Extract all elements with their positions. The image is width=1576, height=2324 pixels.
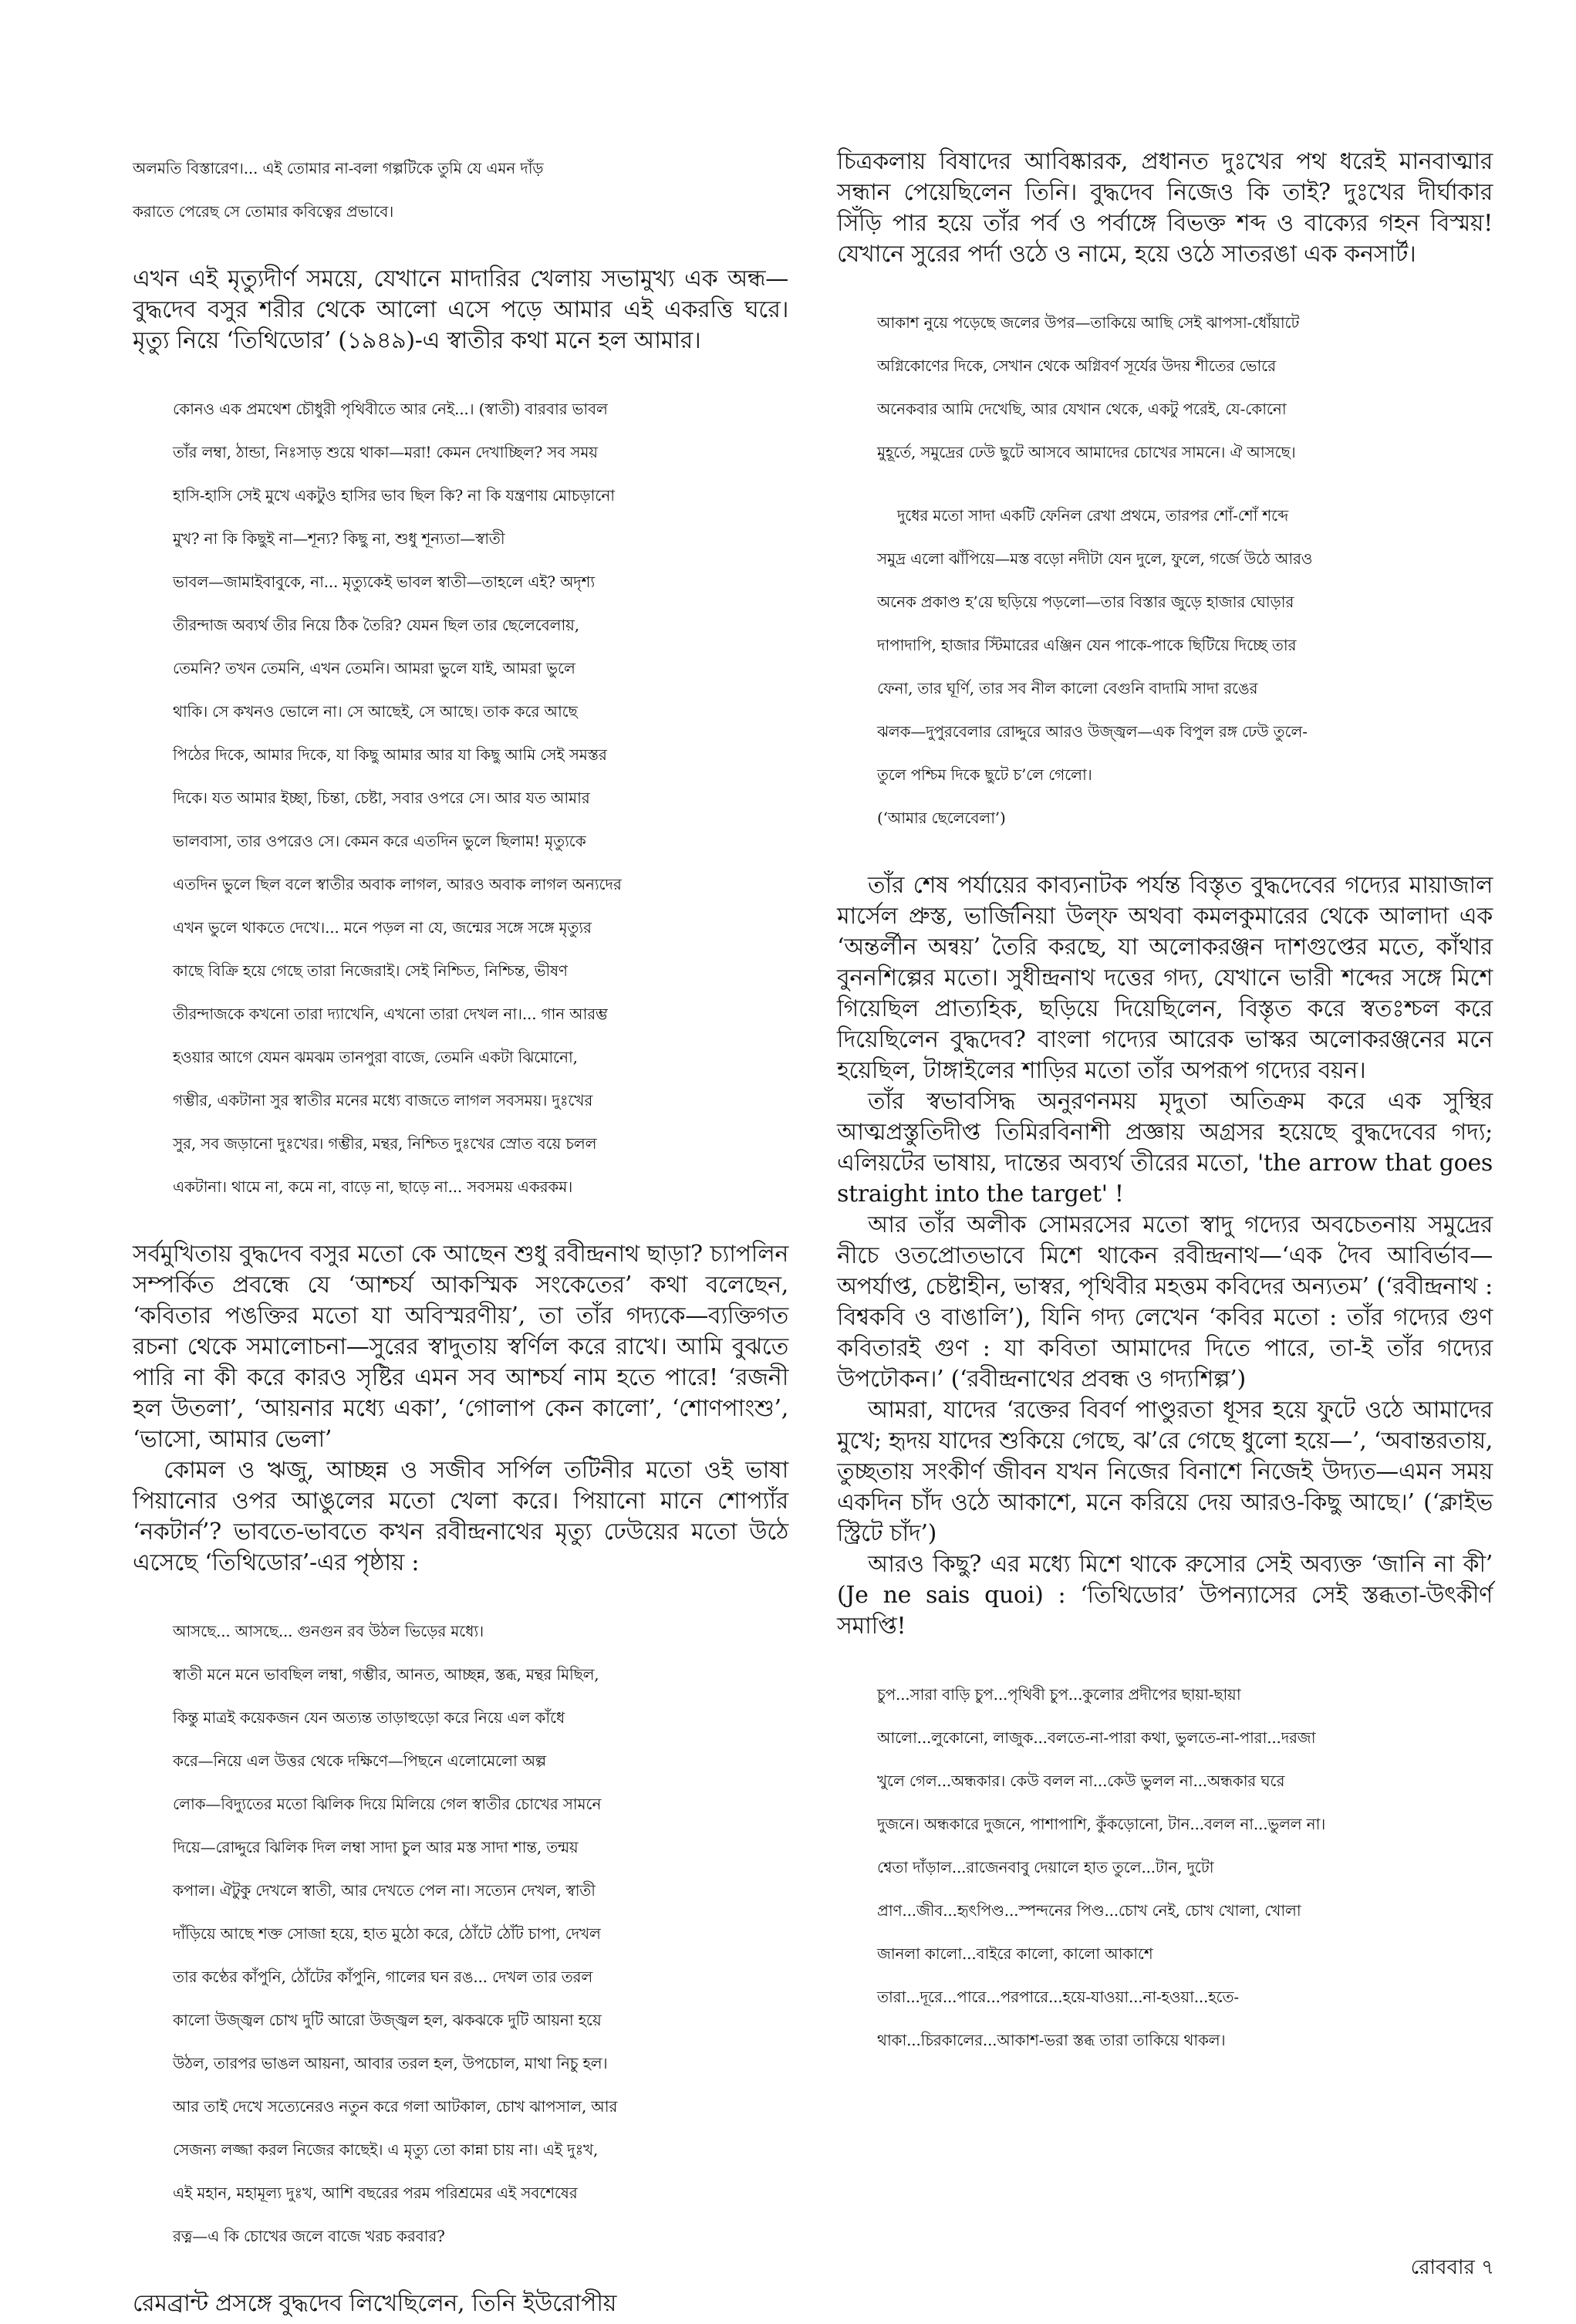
paragraph-text: কোমল ও ঋজু, আচ্ছন্ন ও সজীব সর্পিল তটিনীর মতো ওই ভাষা পিয়ানোর ওপর আঙুলের মতো খেলা করে। পিয়ানো মানে শোপ্যাঁর ‘নকটার্ন’? ভাবতে-ভাবতে কখন রবীন্দ্রনাথের মৃত্যু ঢেউয়ের মতো উঠে এসেছে ‘তিথিডোর’-এর পৃষ্ঠায় : — [133, 1457, 788, 1576]
quote-line: লোক—বিদ্যুতের মতো ঝিলিক দিয়ে মিলিয়ে গেল স্বাতীর চোখের সামনে — [173, 1795, 602, 1813]
quote-line: সেজন্য লজ্জা করল নিজের কাছেই। এ মৃত্যু তো কান্না চায় না। এই দুঃখ, — [173, 2140, 599, 2159]
paragraph-text: তাঁর শেষ পর্যায়ের কাব্যনাটক পর্যন্ত বিস্তৃত বুদ্ধদেবের গদ্যের মায়াজাল মার্সেল প্রুস্ত, ভার্জিনিয়া উল্‌ফ অথবা কমলকুমারের থেকে আলাদা এক ‘অন্তর্লীন অন্বয়’ তৈরি করছে, যা অলোকরঞ্জন দাশগুপ্তের মতে, কাঁথার বুননশিল্পের মতো। সুধীন্দ্রনাথ দত্তের গদ্য, যেখানে ভারী শব্দের সঙ্গে মিশে গিয়েছিল প্রাত্যহিক, ছড়িয়ে দিয়েছিলেন, বিস্তৃত করে স্বতঃশ্চল করে দিয়েছিলেন বুদ্ধদেব? বাংলা গদ্যের আরেক ভাস্কর অলোকরঞ্জনের মনে হয়েছিল, টাঙ্গাইলের শাড়ির মতো তাঁর অপরূপ গদ্যের বয়ন। — [837, 872, 1493, 1084]
body-paragraph — [133, 1239, 788, 1579]
quote-block-5 — [877, 494, 1493, 839]
quote-line: রত্ন—এ কি চোখের জলে বাজে খরচ করবার? — [173, 2227, 445, 2245]
quote-line: দিকে। যত আমার ইচ্ছা, চিন্তা, চেষ্টা, সবার ওপরে সে। আর যত আমার — [173, 789, 590, 807]
quote-line: ভাবল—জামাইবাবুকে, না... মৃত্যুকেই ভাবল স্বাতী—তাহলে এই? অদৃশ্য — [173, 573, 595, 591]
paragraph-text: সর্বমুখিতায় বুদ্ধদেব বসুর মতো কে আছেন শুধু রবীন্দ্রনাথ ছাড়া? চ্যাপলিন সম্পর্কিত প্রবন্ধে যে ‘আশ্চর্য আকস্মিক সংকেতের’ কথা বলেছেন, ‘কবিতার পঙক্তির মতো যা অবিস্মরণীয়’, তা তাঁর গদ্যকে—ব্যক্তিগত রচনা থেকে সমালোচনা—সুরের স্বাদুতায় স্বর্ণিল করে রাখে। আমি বুঝতে পারি না কী করে কারও সৃষ্টির এমন সব আশ্চর্য নাম হতে পারে! ‘রজনী হল উতলা’, ‘আয়নার মধ্যে একা’, ‘গোলাপ কেন কালো’, ‘শোণপাংশু’, ‘ভাসো, আমার ভেলা’ — [133, 1241, 788, 1453]
paragraph-text: চিত্রকলায় বিষাদের আবিষ্কারক, প্রধানত দুঃখের পথ ধরেই মানবাত্মার সন্ধান পেয়েছিলেন তিনি। বুদ্ধদেব নিজেও কি তাই? দুঃখের দীর্ঘাকার সিঁড়ি পার হয়ে তাঁর পর্ব ও পর্বাঙ্গে বিভক্ত শব্দ ও বাক্যের গহন বিস্ময়! যেখানে সুরের পর্দা ওঠে ও নামে, হয়ে ওঠে সাতরঙা এক কনসার্ট। — [837, 148, 1493, 268]
quote-line: তীরন্দাজকে কখনো তারা দ্যাখেনি, এখনো তারা দেখল না।... গান আরম্ভ — [173, 1005, 608, 1023]
paragraph-text: এখন এই মৃত্যুদীর্ণ সময়ে, যেখানে মাদারির খেলায় সভামুখ্য এক অন্ধ—বুদ্ধদেব বসুর শরীর থেকে আলো এসে পড়ে আমার এই একরত্তি ঘরে। মৃত্যু নিয়ে ‘তিথিডোর’ (১৯৪৯)-এ স্বাতীর কথা মনে হল আমার। — [133, 265, 788, 354]
quote-line: কিন্তু মাত্রই কয়েকজন যেন অত্যন্ত তাড়াহুড়ো করে নিয়ে এল কাঁধে — [173, 1708, 565, 1727]
body-paragraph — [133, 264, 788, 356]
quote-line: কালো উজ্জ্বল চোখ দুটি আরো উজ্জ্বল হল, ঝকঝকে দুটি আয়না হয়ে — [173, 2011, 602, 2029]
quote-line: সুর, সব জড়ানো দুঃখের। গম্ভীর, মন্থর, নিশ্চিত দুঃখের স্রোত বয়ে চলল — [173, 1134, 597, 1153]
quote-line: গম্ভীর, একটানা সুর স্বাতীর মনের মধ্যে বাজতে লাগল সবসময়। দুঃখের — [173, 1091, 593, 1110]
quote-line: চুপ...সারা বাড়ি চুপ...পৃথিবী চুপ...কুলোর প্রদীপের ছায়া-ছায়া — [877, 1685, 1241, 1704]
body-paragraph — [837, 870, 1493, 1642]
quote-line: উঠল, তারপর ভাঙল আয়না, আবার তরল হল, উপচোল, মাথা নিচু হল। — [173, 2054, 608, 2072]
quote-block-2 — [173, 387, 788, 1208]
paragraph-text: আর তাঁর অলীক সোমরসের মতো স্বাদু গদ্যের অবচেতনায় সমুদ্রের নীচে ওতপ্রোতভাবে মিশে থাকেন রবীন্দ্রনাথ—‘এক দৈব আবির্ভাব—অপর্যাপ্ত, চেষ্টাহীন, ভাস্বর, পৃথিবীর মহত্তম কবিদের অন্যতম’ (‘রবীন্দ্রনাথ : বিশ্বকবি ও বাঙালি’), যিনি গদ্য লেখেন ‘কবির মতো : তাঁর গদ্যের গুণ কবিতারই গুণ : যা কবিতা আমাদের দিতে পারে, তা-ই তাঁর গদ্যের উপঢৌকন।’ (‘রবীন্দ্রনাথের প্রবন্ধ ও গদ্যশিল্প’) — [837, 1211, 1493, 1393]
quote-line: ফেনা, তার ঘূর্ণি, তার সব নীল কালো বেগুনি বাদামি সাদা রঙের — [877, 679, 1258, 698]
quote-line: আলো...লুকোনো, লাজুক...বলতে-না-পারা কথা, ভুলতে-না-পারা...দরজা — [877, 1728, 1316, 1747]
quote-line: ভালবাসা, তার ওপরেও সে। কেমন করে এতদিন ভুলে ছিলাম! মৃত্যুকে — [173, 832, 586, 850]
quote-block-6 — [877, 1673, 1493, 2062]
quote-line: তারা...দূরে...পারে...পরপারে...হয়ে-যাওয়া...না-হওয়া...হতে- — [877, 1988, 1239, 2006]
quote-line: পিঠের দিকে, আমার দিকে, যা কিছু আমার আর যা কিছু আমি সেই সমস্তর — [173, 745, 607, 764]
quote-line: অগ্নিকোণের দিকে, সেখান থেকে অগ্নিবর্ণ সূর্যের উদয় শীতের ভোরে — [877, 356, 1276, 375]
quote-line: কাছে বিক্রি হয়ে গেছে তারা নিজেরাই। সেই নিশ্চিত, নিশ্চিন্ত, ভীষণ — [173, 961, 568, 980]
quote-line: তীরন্দাজ অব্যর্থ তীর নিয়ে ঠিক তৈরি? যেমন ছিল তার ছেলেবেলায়, — [173, 616, 579, 634]
quote-line: থাকা...চিরকালের...আকাশ-ভরা স্তব্ধ তারা তাকিয়ে থাকল। — [877, 2031, 1226, 2049]
paragraph-text: আরও কিছু? এর মধ্যে মিশে থাকে রুসোর সেই অব্যক্ত ‘জানি না কী’ (Je ne sais quoi) : ‘তিথিডোর’ উপন্যাসের সেই স্তব্ধতা-উৎকীর্ণ সমাপ্তি! — [837, 1551, 1493, 1640]
quote-line: এখন ভুলে থাকতে দেখে।... মনে পড়ল না যে, জন্মের সঙ্গে সঙ্গে মৃত্যুর — [173, 918, 592, 937]
quote-line: আর তাই দেখে সত্যেনেরও নতুন করে গলা আটকাল, চোখ ঝাপসাল, আর — [173, 2097, 618, 2116]
quote-line: হাসি-হাসি সেই মুখে একটুও হাসির ভাব ছিল কি? না কি যন্ত্রণায় মোচড়ানো — [173, 486, 615, 505]
quote-line: সমুদ্র এলো ঝাঁপিয়ে—মস্ত বড়ো নদীটা যেন দুলে, ফুলে, গর্জে উঠে আরও — [877, 549, 1313, 568]
quote-line: হওয়ার আগে যেমন ঝমঝম তানপুরা বাজে, তেমনি একটা ঝিমোনো, — [173, 1048, 578, 1066]
quote-line: দুজনে। অন্ধকারে দুজনে, পাশাপাশি, কুঁকড়োনো, টান...বলল না...ভুলল না। — [877, 1815, 1326, 1833]
paragraph-text: রেমব্রান্ট প্রসঙ্গে বুদ্ধদেব লিখেছিলেন, তিনি ইউরোপীয় — [133, 2290, 617, 2317]
quote-line: স্বাতী মনে মনে ভাবছিল লম্বা, গম্ভীর, আনত, আচ্ছন্ন, স্তব্ধ, মন্থর মিছিল, — [173, 1665, 599, 1684]
quote-line: কোনও এক প্রমথেশ চৌধুরী পৃথিবীতে আর নেই...। (স্বাতী) বারবার ভাবল — [173, 400, 608, 418]
quote-block-4 — [877, 301, 1493, 474]
paragraph-text: তাঁর স্বভাবসিদ্ধ অনুরণনময় মৃদুতা অতিক্রম করে এক সুস্থির আত্মপ্রস্তুতিদীপ্ত তিমিরবিনাশী প্রজ্ঞায় অগ্রসর হয়েছে বুদ্ধদেবের গদ্য; এলিয়টের ভাষায়, দান্তের অব্যর্থ তীরের মতো, 'the arrow that goes straight into the target' ! — [837, 1088, 1493, 1208]
quote-line: অনেকবার আমি দেখেছি, আর যেখান থেকে, একটু পরেই, যে-কোনো — [877, 400, 1287, 418]
quote-line: তার কণ্ঠের কাঁপুনি, ঠোঁটের কাঁপুনি, গালের ঘন রঙ... দেখল তার তরল — [173, 1968, 593, 1986]
quote-line: দাপাদাপি, হাজার স্টিমারের এঞ্জিন যেন পাকে-পাকে ছিটিয়ে দিচ্ছে তার — [877, 636, 1297, 654]
quote-line: এতদিন ভুলে ছিল বলে স্বাতীর অবাক লাগল, আরও অবাক লাগল অন্যদের — [173, 875, 622, 893]
quote-line: দিয়ে—রোদ্দুরে ঝিলিক দিল লম্বা সাদা চুল আর মস্ত সাদা শান্ত, তন্ময় — [173, 1838, 579, 1856]
left-column — [133, 147, 788, 2319]
paragraph-text: আমরা, যাদের ‘রক্তের বিবর্ণ পাণ্ডুরতা ধূসর হয়ে ফুটে ওঠে আমাদের মুখে; হৃদয় যাদের শুকিয়ে গেছে, ঝ’রে গেছে ধুলো হয়ে—’, ‘অবান্তরতায়, তুচ্ছতায় সংকীর্ণ জীবন যখন নিজের বিনাশে নিজেই উদ্যত—এমন সময় একদিন চাঁদ ওঠে আকাশে, মনে করিয়ে দেয় আরও-কিছু আছে।’ (‘ক্লাইভ স্ট্রিটে চাঁদ’) — [837, 1397, 1493, 1547]
quote-line: মুহূর্তে, সমুদ্রের ঢেউ ছুটে আসবে আমাদের চোখের সামনে। ঐ আসছে। — [877, 443, 1296, 461]
quote-line: মুখ? না কি কিছুই না—শূন্য? কিছু না, শুধু শূন্যতা—স্বাতী — [173, 529, 505, 548]
quote-block-1 — [133, 147, 788, 233]
body-paragraph — [837, 147, 1493, 270]
quote-line: (‘আমার ছেলেবেলা’) — [877, 809, 1006, 827]
quote-line: আসছে... আসছে... গুনগুন রব উঠল ভিড়ের মধ্যে। — [173, 1622, 484, 1640]
quote-line: আকাশ নুয়ে পড়েছে জলের উপর—তাকিয়ে আছি সেই ঝাপসা-ধোঁয়াটে — [877, 313, 1300, 332]
right-column — [837, 147, 1493, 2062]
quote-line: অলমতি বিস্তারেণ।... এই তোমার না-বলা গল্পটিকে তুমি যে এমন দাঁড় — [133, 159, 544, 177]
quote-line: ঝলক—দুপুরবেলার রোদ্দুরে আরও উজ্জ্বল—এক বিপুল রঙ্গ ঢেউ তুলে- — [877, 722, 1308, 741]
quote-line: থাকি। সে কখনও ভোলে না। সে আছেই, সে আছে। তাক করে আছে — [173, 702, 578, 721]
body-paragraph — [133, 2289, 788, 2319]
quote-line: এই মহান, মহামূল্য দুঃখ, আশি বছরের পরম পরিশ্রমের এই সবশেষের — [173, 2184, 578, 2202]
quote-line: প্রাণ...জীব...হৃৎপিণ্ড...স্পন্দনের পিণ্ড...চোখ নেই, চোখ খোলা, খোলা — [877, 1901, 1301, 1920]
quote-line: দাঁড়িয়ে আছে শক্ত সোজা হয়ে, হাত মুঠো করে, ঠোঁটে ঠোঁট চাপা, দেখল — [173, 1924, 601, 1943]
quote-line: করাতে পেরেছ সে তোমার কবিত্বের প্রভাবে। — [133, 202, 394, 221]
quote-line: তুলে পশ্চিম দিকে ছুটে চ’লে গেলো। — [877, 765, 1092, 784]
page-folio: রোববার ৭ — [1410, 2256, 1494, 2279]
quote-line: খুলে গেল...অন্ধকার। কেউ বলল না...কেউ ভুলল না...অন্ধকার ঘরে — [877, 1772, 1285, 1790]
quote-line: করে—নিয়ে এল উত্তর থেকে দক্ষিণে—পিছনে এলোমেলো অল্প — [173, 1751, 546, 1770]
quote-line: জানলা কালো...বাইরে কালো, কালো আকাশে — [877, 1944, 1153, 1963]
quote-line: দুধের মতো সাদা একটি ফেনিল রেখা প্রথমে, তারপর শোঁ-শোঁ শব্দে — [897, 506, 1288, 525]
quote-block-3 — [173, 1610, 788, 2258]
quote-line: অনেক প্রকাণ্ড হ’য়ে ছড়িয়ে পড়লো—তার বিস্তার জুড়ে হাজার ঘোড়ার — [877, 593, 1294, 611]
quote-line: কপাল। ঐটুকু দেখলে স্বাতী, আর দেখতে পেল না। সত্যেন দেখল, স্বাতী — [173, 1881, 596, 1900]
quote-line: শ্বেতা দাঁড়াল...রাজেনবাবু দেয়ালে হাত তুলে...টান, দুটো — [877, 1858, 1214, 1876]
quote-line: তাঁর লম্বা, ঠান্ডা, নিঃসাড় শুয়ে থাকা—মরা! কেমন দেখাচ্ছিল? সব সময় — [173, 443, 598, 461]
quote-line: একটানা। থামে না, কমে না, বাড়ে না, ছাড়ে না... সবসময় একরকম। — [173, 1177, 573, 1196]
quote-line: তেমনি? তখন তেমনি, এখন তেমনি। আমরা ভুলে যাই, আমরা ভুলে — [173, 659, 575, 677]
